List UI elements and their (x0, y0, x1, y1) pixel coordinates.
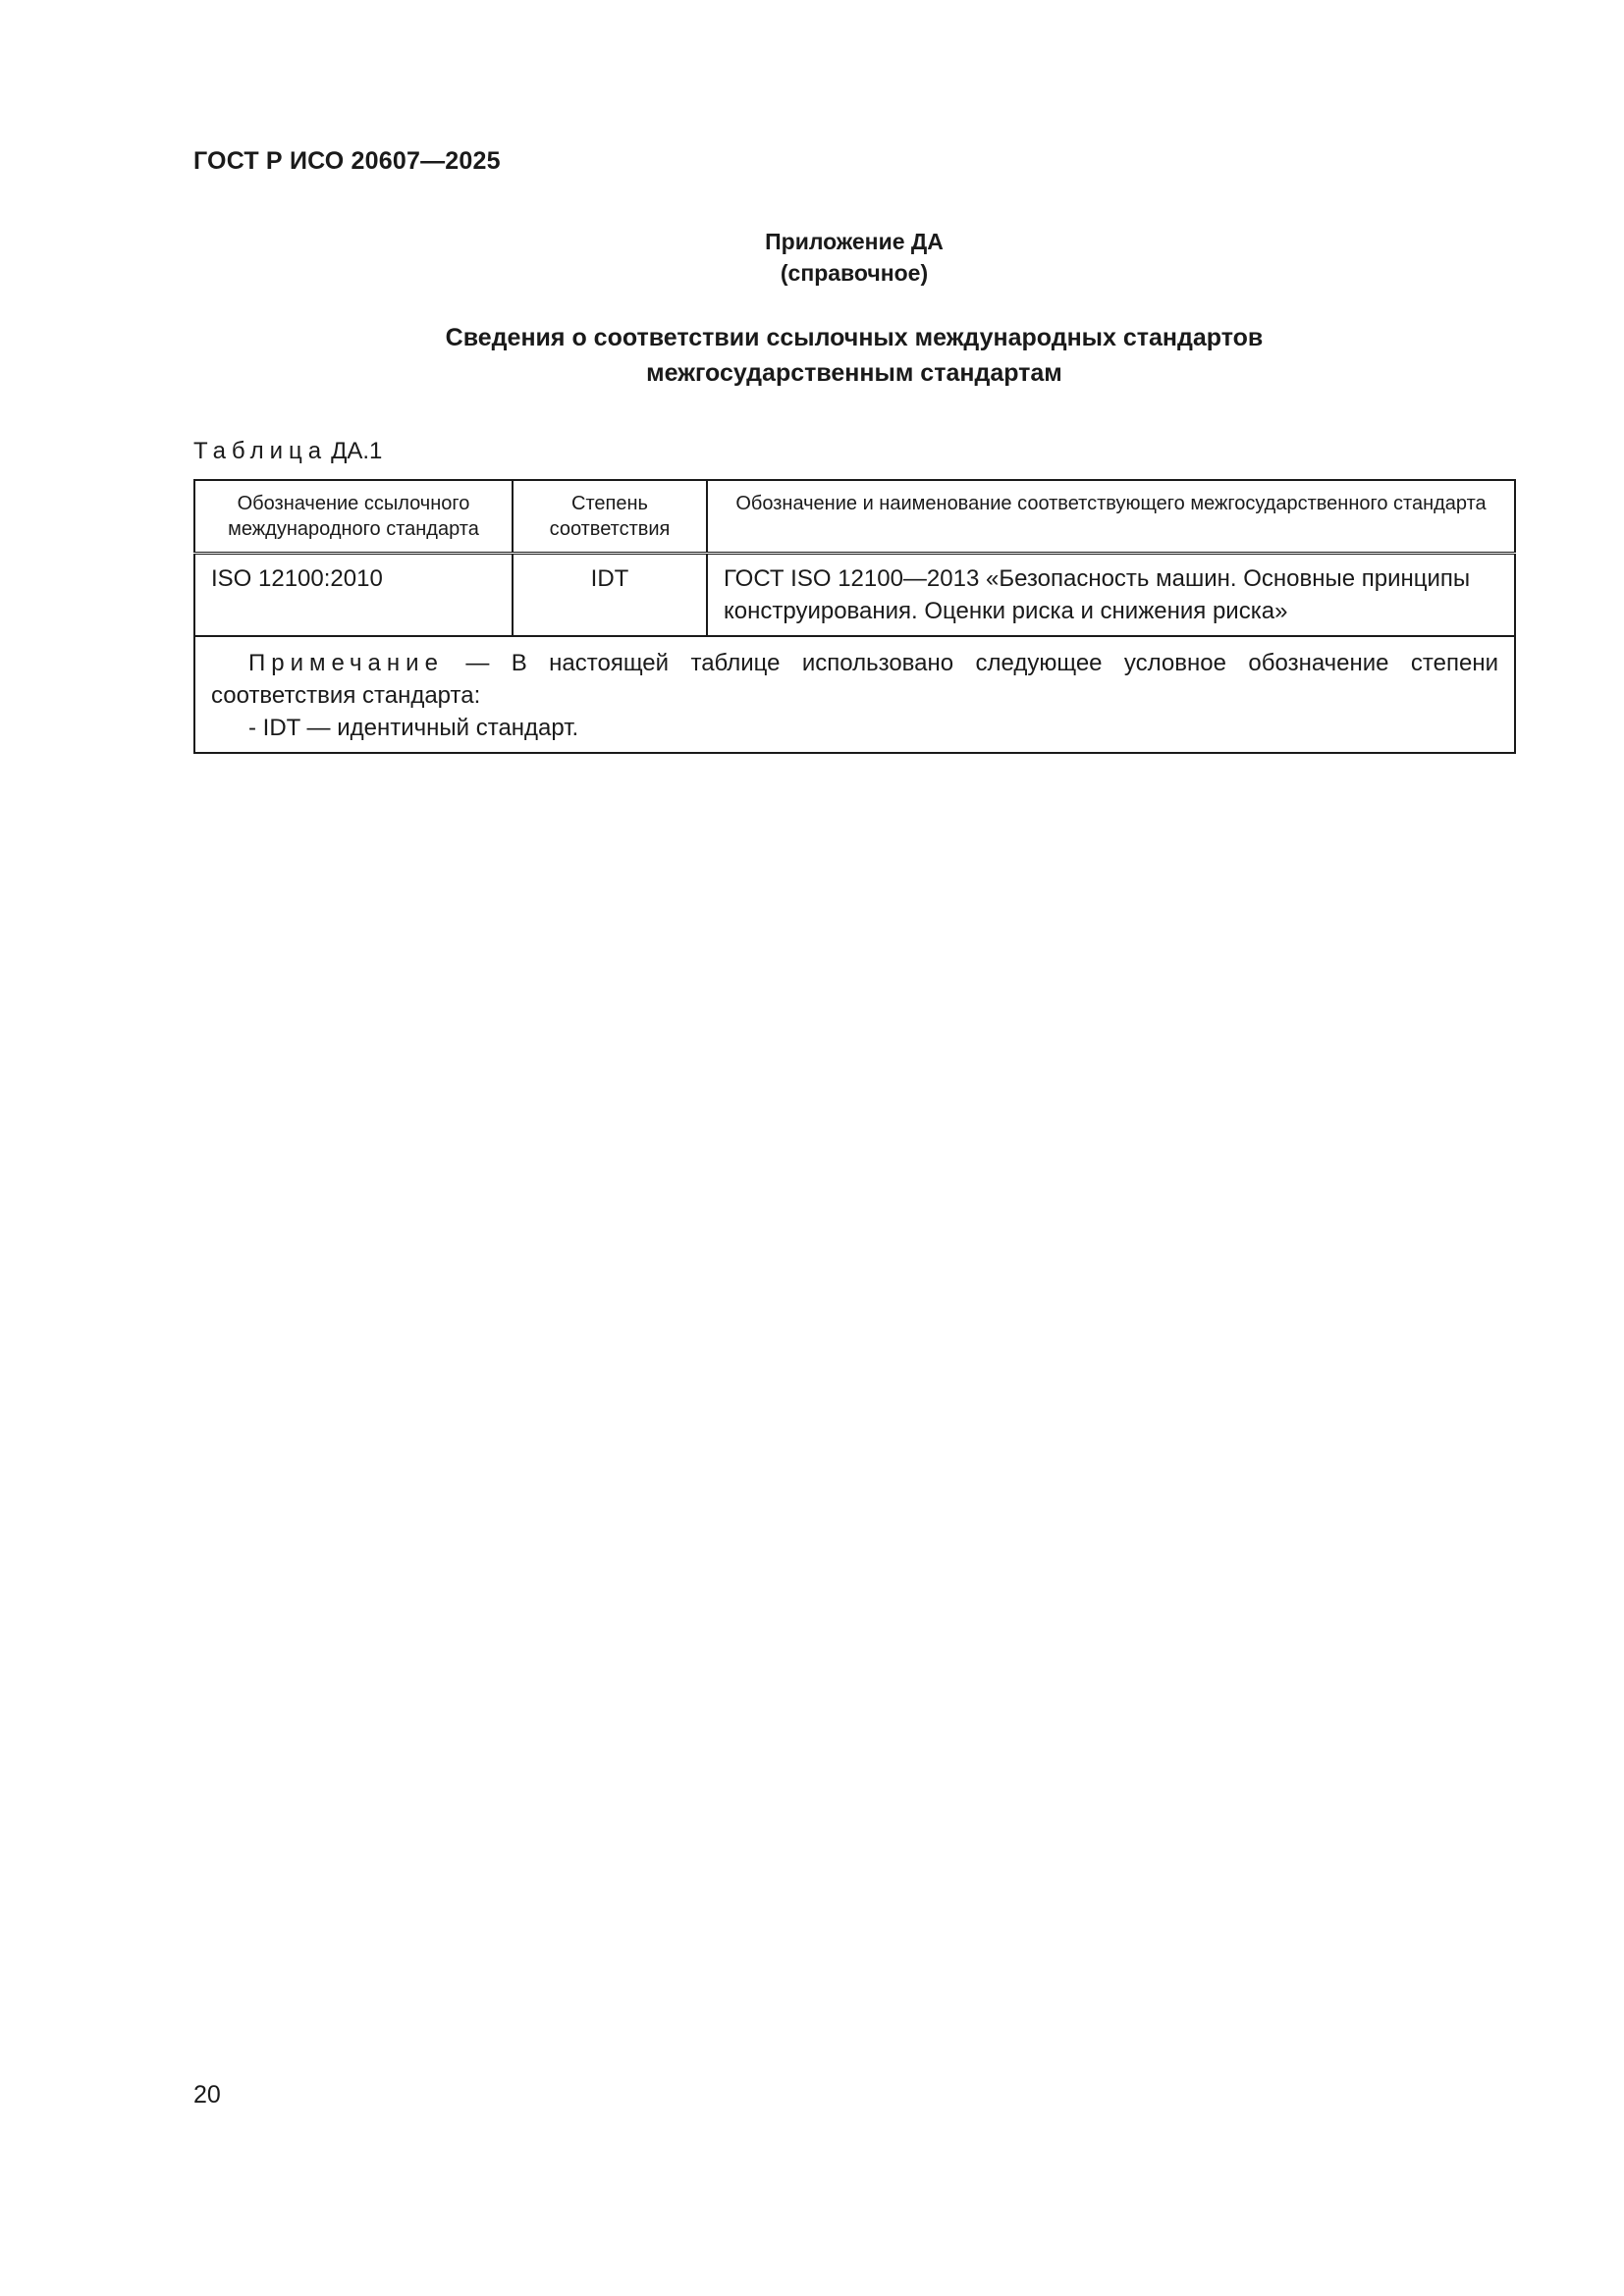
column-header-national-standard: Обозначение и наименование соответствующего межгосударственного стандарта (707, 480, 1515, 554)
cell-ref-standard: ISO 12100:2010 (194, 554, 513, 637)
note-label: Примечание (248, 650, 444, 676)
document-code-header: ГОСТ Р ИСО 20607—2025 (193, 147, 501, 175)
cell-national-standard: ГОСТ ISO 12100—2013 «Безопасность машин. Основные принципы конструирования. Оценки риска и снижения риска» (707, 554, 1515, 637)
note-item: - IDT — идентичный стандарт. (248, 715, 579, 741)
note-paragraph (211, 647, 1498, 712)
column-header-ref-standard: Обозначение ссылочного международного стандарта (194, 480, 513, 554)
table-caption (193, 438, 382, 465)
section-title-line-1: Сведения о соответствии ссылочных международных стандартов (445, 324, 1264, 351)
appendix-heading (193, 226, 1515, 289)
table-note-row (194, 636, 1515, 753)
table-note (194, 636, 1515, 753)
note-text: — В настоящей таблице использовано следующее условное обозначение степени соответствия стандарта: (211, 650, 1498, 709)
table-header-row (194, 480, 1515, 554)
table-caption-word: Таблица (193, 438, 328, 464)
table-caption-number: ДА.1 (331, 438, 383, 464)
section-title-line-2: межгосударственным стандартам (646, 359, 1062, 387)
appendix-status: (справочное) (780, 260, 929, 286)
page-number: 20 (193, 2081, 221, 2109)
section-title (193, 320, 1515, 391)
cell-degree: IDT (513, 554, 707, 637)
table-row (194, 554, 1515, 637)
appendix-title: Приложение ДА (765, 229, 944, 254)
column-header-degree: Степень соответствия (513, 480, 707, 554)
standards-correspondence-table (193, 479, 1516, 754)
